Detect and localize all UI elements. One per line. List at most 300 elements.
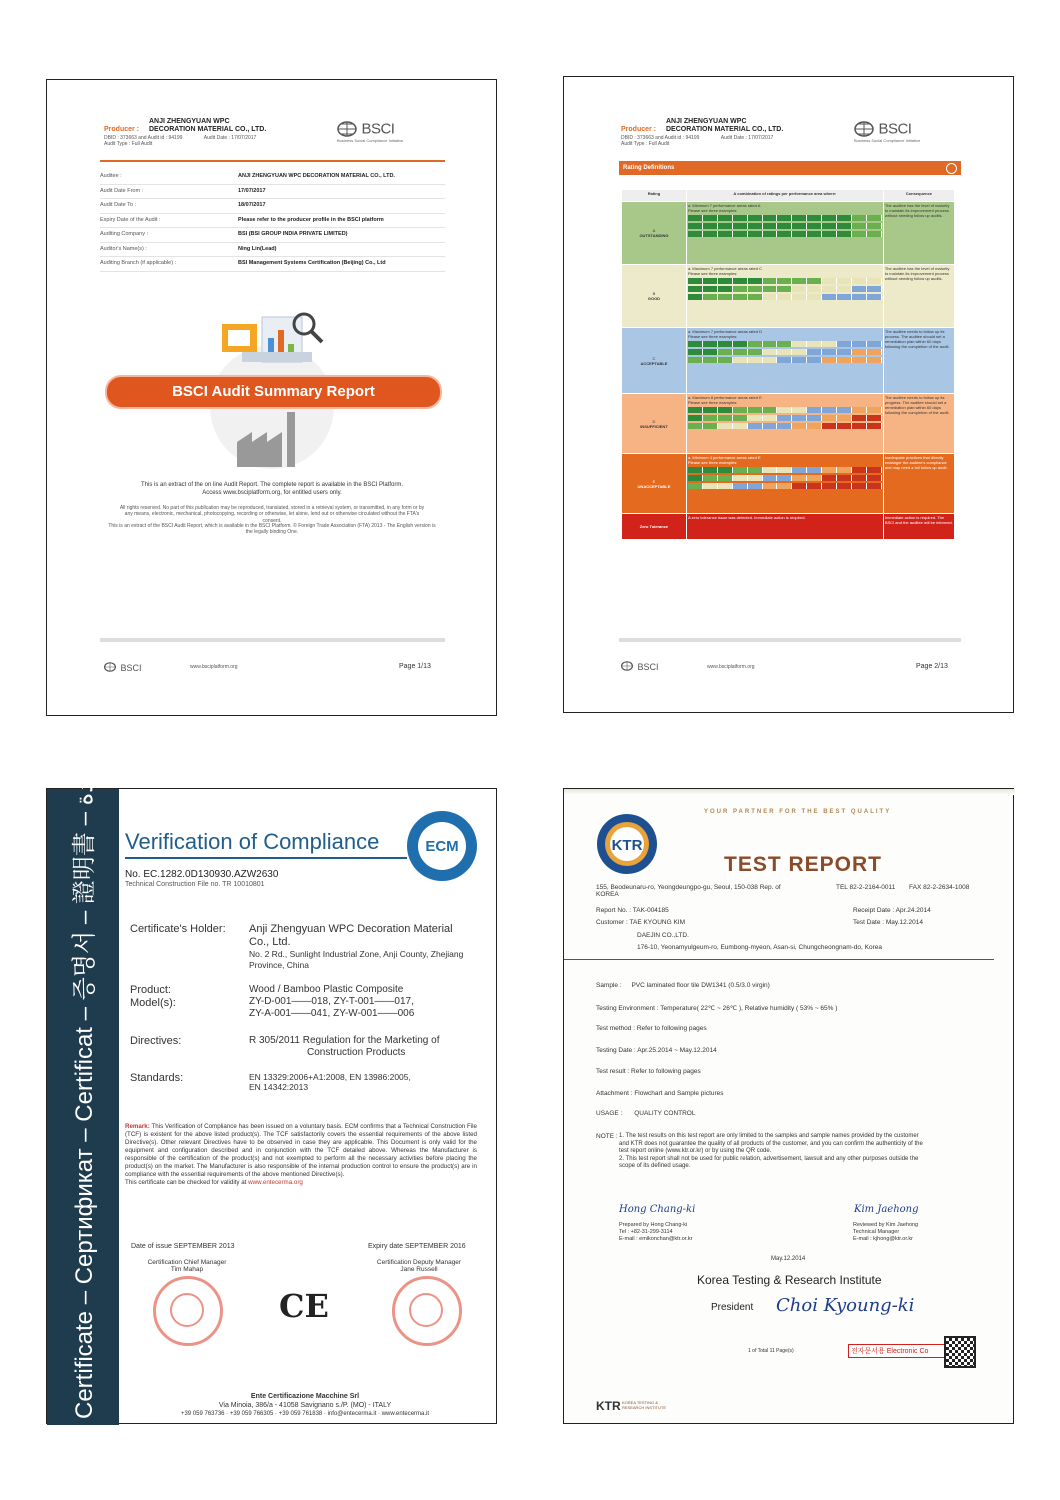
reviewed-signature: Kim Jaehong [854, 1204, 919, 1215]
example-bar-cell [688, 286, 703, 292]
example-bar-cell [688, 357, 703, 363]
rating-consequence-cell: The auditee needs to follow up its process. The auditee should set a remediation plan within 60 days following the completion of the audit. [883, 328, 954, 394]
remark-label: Remark: [125, 1123, 150, 1130]
legal-note: This is an extract of the BSCI Audit Report, which is available in the BSCI Platform. © Foreign Trade Association (FTA) 2013 - The English version is the legally binding One. [108, 523, 436, 536]
holder-address: No. 2 Rd., Sunlight Industrial Zone, Anji County, Zhejiang [249, 949, 464, 960]
example-bar-cell [733, 294, 748, 300]
audit-info-value: BSI (BSI GROUP INDIA PRIVATE LIMITED) [238, 231, 348, 237]
example-bar-cell [822, 341, 837, 347]
examples-label: Please see three examples: [687, 208, 738, 213]
product-label: Product: [130, 984, 171, 996]
audit-info-value: BSI Management Systems Certification (Beijing) Co., Ltd [238, 260, 386, 266]
example-bar-cell [792, 223, 807, 229]
col-consequence: Consequence [883, 190, 954, 202]
rating-name: OUTSTANDING [639, 233, 669, 238]
standards-label: Standards: [130, 1072, 184, 1084]
example-bar-cell [792, 407, 807, 413]
example-bar-cell [763, 467, 778, 473]
directives-value-2: Construction Products [307, 1047, 406, 1058]
standards-value-2: EN 14342:2013 [249, 1082, 309, 1093]
example-bar-cell [763, 423, 778, 429]
customer-address: 176-10, Yeonamyulgeum-ro, Eumbong-myeon, Asan-si, Chungcheongnam-do, Korea [637, 944, 882, 951]
example-bar-cell [733, 223, 748, 229]
bsci-globe-icon [854, 121, 874, 137]
certificate-side-band [47, 743, 119, 1425]
address-line-2: KOREA [596, 891, 619, 898]
top-ornament [564, 789, 1015, 795]
example-bar-cell [807, 278, 822, 284]
example-bar-cell [703, 215, 718, 221]
example-bar-cell [822, 278, 837, 284]
rating-grade: B [652, 291, 656, 296]
example-bar-cell [852, 467, 867, 473]
example-bar-cell [733, 349, 748, 355]
example-bar-cell [733, 415, 748, 421]
bsci-globe-icon [104, 662, 116, 672]
test-result-value: Refer to following pages [631, 1068, 701, 1075]
producer-name: DECORATION MATERIAL CO., LTD. [666, 125, 784, 133]
example-bar-cell [807, 423, 822, 429]
example-bar-cell [777, 349, 792, 355]
examples-label: Please see three examples: [687, 460, 738, 465]
audit-info-key: Auditee : [100, 173, 122, 179]
bsci-report-page-1 [46, 79, 497, 716]
rating-row [622, 514, 955, 540]
rating-name: Zero Tolerance [639, 524, 669, 529]
prepared-by: Prepared by Hong Chang-ki [619, 1222, 688, 1228]
reviewed-by: Reviewed by Kim Jaehong [853, 1222, 919, 1228]
example-bar-cell [688, 215, 703, 221]
example-bar-cell [852, 231, 867, 237]
example-bar-cell [867, 223, 882, 229]
example-bar [688, 407, 882, 413]
example-bar-cell [748, 231, 763, 237]
rating-name: UNACCEPTABLE [637, 483, 671, 489]
example-bar-cell [777, 286, 792, 292]
rating-grade-cell [622, 328, 687, 394]
example-bar [688, 278, 882, 284]
chief-manager-name: Tim Mahap [170, 1266, 204, 1273]
bsci-logo [854, 120, 920, 143]
example-bar [688, 223, 882, 229]
example-bar-cell [792, 467, 807, 473]
example-bar-cell [807, 475, 822, 481]
note-label: NOTE : [596, 1133, 618, 1140]
model-value: ZY-D-001——018, ZY-T-001——017, [249, 996, 414, 1007]
example-bar-cell [822, 423, 837, 429]
example-bar-cell [703, 294, 718, 300]
ktr-footer-logo-sub: KOREA TESTING & RESEARCH INSTITUTE [622, 1400, 667, 1410]
example-bar-cell [777, 231, 792, 237]
example-bar-cell [688, 231, 703, 237]
example-bar-cell [763, 286, 778, 292]
col-rating: Rating [622, 190, 687, 202]
examples-label: Please see three examples: [687, 334, 738, 339]
chief-manager-title: Certification Chief Manager [147, 1259, 227, 1266]
rating-grade: D [652, 418, 656, 424]
footer-bsci-logo [104, 658, 141, 676]
example-bar [688, 467, 882, 473]
model-value-2: ZY-A-001——041, ZY-W-001——006 [249, 1008, 415, 1019]
rating-row [622, 328, 955, 394]
col-combo: A combination of ratings per performance area where: [686, 190, 883, 202]
audit-info-value: 18/07/2017 [238, 202, 266, 208]
example-bar-cell [837, 231, 852, 237]
example-bar-cell [852, 215, 867, 221]
example-bar-cell [718, 483, 733, 489]
product-value: Wood / Bamboo Plastic Composite [249, 984, 404, 995]
president-signature: Choi Kyoung-ki [776, 1295, 915, 1316]
org-contacts: +39 059 763736 · +39 059 766305 · +39 059 761838 · info@entecerma.it · www.entecerma.it [180, 1410, 430, 1417]
certificate-side-text: Certificate – Сертификат – Certificat – 증명서 – 證明書 – شهادة [71, 743, 98, 1419]
audit-info-row [100, 257, 445, 272]
rating-description: a. Minimum 7 performance areas rated A [687, 203, 761, 208]
example-bar-cell [748, 483, 763, 489]
bsci-report-page-2 [563, 76, 1014, 713]
example-bar [688, 423, 882, 429]
example-bar-cell [703, 407, 718, 413]
example-bar [688, 357, 882, 363]
audit-info-row [100, 228, 445, 243]
test-date: May.12.2014 [885, 919, 923, 926]
example-bar [688, 475, 882, 481]
example-bar-cell [733, 357, 748, 363]
audit-info-row [100, 243, 445, 258]
example-bar-cell [852, 349, 867, 355]
example-bar-cell [867, 475, 882, 481]
producer-label: Producer : [621, 126, 657, 133]
producer-name: ANJI ZHENGYUAN WPC [666, 118, 747, 125]
rating-grade-cell [622, 202, 687, 265]
qr-code[interactable] [944, 1336, 976, 1368]
example-bar-cell [792, 341, 807, 347]
example-bar-cell [852, 415, 867, 421]
producer-name: DECORATION MATERIAL CO., LTD. [149, 125, 267, 133]
audit-info-key: Auditing Company : [100, 231, 148, 237]
example-bar-cell [867, 483, 882, 489]
stamp-english: Electronic Co [886, 1348, 929, 1355]
extract-note: This is an extract of the on line Audit Report. The complete report is available in the BSCI Platform. [140, 482, 404, 488]
org-name: Ente Certificazione Macchine Srl [250, 1393, 360, 1400]
standards-value: EN 13329:2006+A1:2008, EN 13986:2005, [249, 1072, 411, 1082]
dbid-line: DBID : 373663 and Audit id : 94199 [104, 135, 183, 141]
bsci-globe-icon [621, 661, 633, 671]
rating-description: a. Maximum 8 performance areas rated E [687, 395, 762, 400]
ecm-certificate [46, 743, 497, 1424]
example-bar-cell [792, 475, 807, 481]
footer-bsci-logo [621, 657, 658, 675]
example-bar-cell [807, 231, 822, 237]
example-bar-cell [763, 349, 778, 355]
remark-block [125, 1123, 477, 1188]
president-label: President [711, 1302, 754, 1313]
ktr-footer-logo: KTR [596, 1399, 621, 1413]
example-bar-cell [703, 223, 718, 229]
example-bar-cell [807, 357, 822, 363]
example-bar-cell [837, 223, 852, 229]
example-bar-cell [852, 357, 867, 363]
example-bar-cell [763, 215, 778, 221]
report-no: TAK-004185 [632, 907, 669, 914]
example-bar-cell [852, 423, 867, 429]
example-bar-cell [792, 357, 807, 363]
example-bar-cell [703, 341, 718, 347]
example-bar-cell [777, 215, 792, 221]
example-bar-cell [703, 467, 718, 473]
rating-combination-cell [686, 514, 883, 540]
example-bar-cell [777, 278, 792, 284]
certificate-title: Verification of Compliance [125, 829, 380, 854]
example-bar-cell [867, 349, 882, 355]
sample-value: PVC laminated floor tile DW1341 (0.5/3.0 virgin) [631, 982, 770, 989]
testing-date-label: Testing Date : [596, 1047, 636, 1054]
example-bar-cell [703, 415, 718, 421]
example-bar [688, 349, 882, 355]
example-bar-cell [748, 467, 763, 473]
rating-combination-cell [686, 454, 883, 514]
stamp-korean: 전자문서용 [851, 1348, 885, 1355]
sample-label: Sample : [596, 982, 622, 989]
customer-company: DAEJIN CO.,LTD. [637, 932, 689, 939]
example-bar-cell [807, 407, 822, 413]
example-bar [688, 215, 882, 221]
rating-consequence-cell: Inadequate practices that directly endanger the auditee's compliance and may need a full follow up audit. [883, 454, 954, 514]
audit-info-value: Ning Lin(Lead) [238, 245, 277, 252]
example-bar-cell [763, 483, 778, 489]
report-title-banner: BSCI Audit Summary Report [105, 375, 442, 409]
issue-date: Date of issue SEPTEMBER 2013 [131, 1243, 235, 1250]
remark-text: This Verification of Compliance has been issued on a voluntary basis. ECM confirms that a Technical Construction File (TCF) is existent for the above listed product(s). The TCF satisfactorily covers the essential requirements of the above listed Directive(s). Other relevant Directives have to be observed in case they are applicable. This Document is only valid for the equipment and configuration described and in conjunction with the TCF detailed above. Whereas the Manufacturer is responsible of the certification of the product(s) and not exempted to perform all the necessary activities before placing the product(s) on the market. The Manufacturer is also responsible of the internal production control to ensure the product(s) are in compliance with the essential requirements of the above mentioned Directive(s). [125, 1123, 478, 1179]
report-no-label: Report No. : [596, 907, 632, 914]
example-bar-cell [867, 231, 882, 237]
example-bar-cell [822, 467, 837, 473]
example-bar-cell [748, 407, 763, 413]
example-bar-cell [703, 475, 718, 481]
footer-logo-text: BSCI [120, 663, 142, 673]
example-bar-cell [763, 357, 778, 363]
example-bar-cell [777, 467, 792, 473]
rating-combination-cell [686, 328, 883, 394]
rating-consequence-cell: Immediate action is required. The BSCI and the auditee will be informed. [883, 514, 954, 540]
example-bar-cell [837, 294, 852, 300]
directives-value: R 305/2011 Regulation for the Marketing of [249, 1035, 440, 1046]
example-bar-cell [852, 294, 867, 300]
example-bar-cell [852, 475, 867, 481]
holder-name: Anji Zhengyuan WPC Decoration Material [249, 923, 453, 935]
audit-info-table [100, 170, 445, 272]
rating-row [622, 454, 955, 514]
example-bar-cell [837, 407, 852, 413]
example-bar-cell [718, 467, 733, 473]
example-bar-cell [733, 407, 748, 413]
example-bar-cell [763, 231, 778, 237]
example-bar-cell [703, 286, 718, 292]
electronic-document-stamp [848, 1344, 946, 1358]
example-bar-cell [718, 278, 733, 284]
certificate-number: No. EC.1282.0D130930.AZW2630 [125, 869, 279, 880]
examples-label: Please see three examples: [687, 400, 738, 405]
bsci-logo-text: BSCI [878, 120, 912, 138]
audit-type-line: Audit Type : Full Audit [621, 141, 670, 148]
ktr-seal [596, 813, 658, 875]
tagline: YOUR PARTNER FOR THE BEST QUALITY [704, 809, 892, 815]
audit-date-line: Audit Date : 17/07/2017 [203, 135, 257, 141]
examples-label: Please see three examples: [687, 271, 738, 276]
seal-text: KTR [611, 837, 643, 854]
example-bar-cell [703, 349, 718, 355]
test-date-label: Test Date : [853, 919, 885, 926]
bsci-logo-tagline: Business Social Compliance Initiative [337, 138, 404, 143]
example-bar-cell [733, 475, 748, 481]
example-bar-cell [837, 423, 852, 429]
example-bar-cell [822, 407, 837, 413]
example-bar-cell [867, 423, 882, 429]
example-bar-cell [748, 349, 763, 355]
example-bar-cell [748, 415, 763, 421]
footer-url[interactable]: www.bsciplatform.org [707, 664, 755, 670]
badge-text: ECM [425, 838, 459, 855]
example-bar-cell [867, 341, 882, 347]
rating-table [621, 189, 955, 540]
rating-combination-cell [686, 394, 883, 454]
rating-description: a. Maximum 7 performance areas rated D [687, 329, 762, 334]
rating-grade-cell [622, 454, 687, 514]
example-bar-cell [792, 278, 807, 284]
example-bar-cell [777, 483, 792, 489]
prepared-signature: Hong Chang-ki [619, 1204, 696, 1215]
audit-info-row [100, 199, 445, 214]
example-bar-cell [837, 467, 852, 473]
testing-date-value: Apr.25.2014 ~ May.12.2014 [637, 1047, 717, 1054]
footer-url[interactable]: www.bsciplatform.org [190, 664, 238, 670]
example-bar-cell [852, 286, 867, 292]
example-bar-cell [748, 286, 763, 292]
producer-name: ANJI ZHENGYUAN WPC [149, 118, 230, 125]
note-1: 1. The test results on this test report are only limited to the samples and sample names provided by the customer and KTR does not guarantee the quality of all products of the customer, and you can confirm the authenticity of the test report online (www.ktr.or.kr) or by using the QR code. [619, 1133, 923, 1154]
rating-grade: A [652, 228, 656, 233]
example-bar-cell [748, 423, 763, 429]
rating-description: a. Minimum 4 performance areas rated E [687, 455, 761, 460]
example-bar-cell [777, 423, 792, 429]
example-bar-cell [703, 231, 718, 237]
example-bar [688, 294, 882, 300]
header-rule [100, 160, 445, 162]
rating-combination-cell [686, 265, 883, 328]
rights-note: All rights reserved. No part of this publication may be reproduced, translated, stored in a retrieval system, or transmitted, in any form or by any means, electronic, mechanical, photocopying, recording or otherwise, let alone, lend out or otherwise circulated without the FTA's consent. [119, 505, 425, 524]
footer-logo-text: BSCI [637, 662, 659, 672]
rating-consequence-cell: The auditee has the level of maturity to maintain its improvement process without needing follow up audits. [883, 202, 954, 265]
example-bar-cell [763, 415, 778, 421]
directives-label: Directives: [130, 1035, 182, 1047]
example-bar-cell [837, 278, 852, 284]
example-bar [688, 341, 882, 347]
rating-row [622, 265, 955, 328]
example-bar-cell [792, 423, 807, 429]
example-bar-cell [807, 223, 822, 229]
example-bar-cell [688, 349, 703, 355]
example-bar-cell [763, 223, 778, 229]
example-bar-cell [763, 341, 778, 347]
audit-info-value: ANJI ZHENGYUAN WPC DECORATION MATERIAL CO., LTD. [238, 173, 395, 179]
rating-description: a. Maximum 7 performance areas rated C [687, 266, 762, 271]
example-bar-cell [807, 483, 822, 489]
example-bar-cell [688, 223, 703, 229]
example-bar-cell [748, 341, 763, 347]
example-bar-cell [733, 215, 748, 221]
example-bar-cell [733, 467, 748, 473]
example-bar-cell [718, 407, 733, 413]
holder-label: Certificate's Holder: [130, 923, 226, 935]
example-bar-cell [852, 223, 867, 229]
page-number: Page 2/13 [916, 663, 948, 670]
example-bar-cell [807, 415, 822, 421]
rating-name: GOOD [647, 296, 661, 301]
example-bar-cell [852, 483, 867, 489]
example-bar-cell [852, 341, 867, 347]
deputy-manager-title: Certification Deputy Manager [376, 1259, 462, 1266]
example-bar-cell [837, 357, 852, 363]
rating-grade: E [652, 478, 656, 484]
example-bar-cell [837, 483, 852, 489]
audit-info-value: Please refer to the producer profile in the BSCI platform [238, 216, 384, 223]
example-bar-cell [822, 475, 837, 481]
rating-grade: C [652, 355, 656, 361]
divider [564, 959, 994, 960]
audit-info-key: Expiry Date of the Audit : [100, 216, 161, 223]
example-bar-cell [733, 278, 748, 284]
example-bar-cell [777, 341, 792, 347]
example-bar-cell [718, 294, 733, 300]
example-bar-cell [688, 415, 703, 421]
validity-check-link[interactable]: www.entecerma.org [248, 1179, 303, 1187]
example-bar-cell [792, 286, 807, 292]
ce-mark: CE [279, 1287, 329, 1325]
example-bar-cell [822, 357, 837, 363]
example-bar-cell [837, 415, 852, 421]
rating-name: INSUFFICIENT [640, 423, 668, 429]
audit-type-line: Audit Type : Full Audit [104, 141, 153, 148]
example-bar-cell [748, 294, 763, 300]
globe-icon [946, 163, 957, 174]
example-bar-cell [867, 407, 882, 413]
example-bar-cell [748, 475, 763, 481]
example-bar-cell [837, 349, 852, 355]
example-bar-cell [688, 423, 703, 429]
example-bar-cell [763, 475, 778, 481]
org-address: Via Minoia, 386/a - 41058 Savignano s./P. (MO) - ITALY [218, 1401, 392, 1409]
page-number: Page 1/13 [399, 663, 431, 670]
prepared-email: E-mail : emikonchan@ktr.or.kr [619, 1235, 693, 1242]
audit-info-key: Auditor's Name(s) : [100, 245, 147, 252]
rating-consequence-cell: The auditee has the level of maturity to maintain its improvement process without needing follow up audits. [883, 265, 954, 328]
example-bar-cell [763, 407, 778, 413]
attachment-value: Flowchart and Sample pictures [634, 1090, 724, 1097]
deputy-manager-name: Jane Russell [400, 1266, 438, 1273]
example-bar-cell [733, 341, 748, 347]
dbid-line: DBID : 373663 and Audit id : 94199 [621, 135, 700, 141]
rating-description: A zero tolerance issue was detected. Immediate action is required. [687, 515, 806, 520]
example-bar-cell [688, 294, 703, 300]
example-bar-cell [807, 215, 822, 221]
holder-name-2: Co., Ltd. [249, 936, 291, 949]
official-stamp-right [392, 1276, 462, 1346]
audit-info-key: Audit Date From : [100, 187, 144, 194]
audit-info-key: Audit Date To : [100, 202, 136, 208]
example-bar-cell [852, 407, 867, 413]
title-rule [125, 857, 407, 859]
example-bar-cell [807, 341, 822, 347]
example-bar-cell [763, 294, 778, 300]
